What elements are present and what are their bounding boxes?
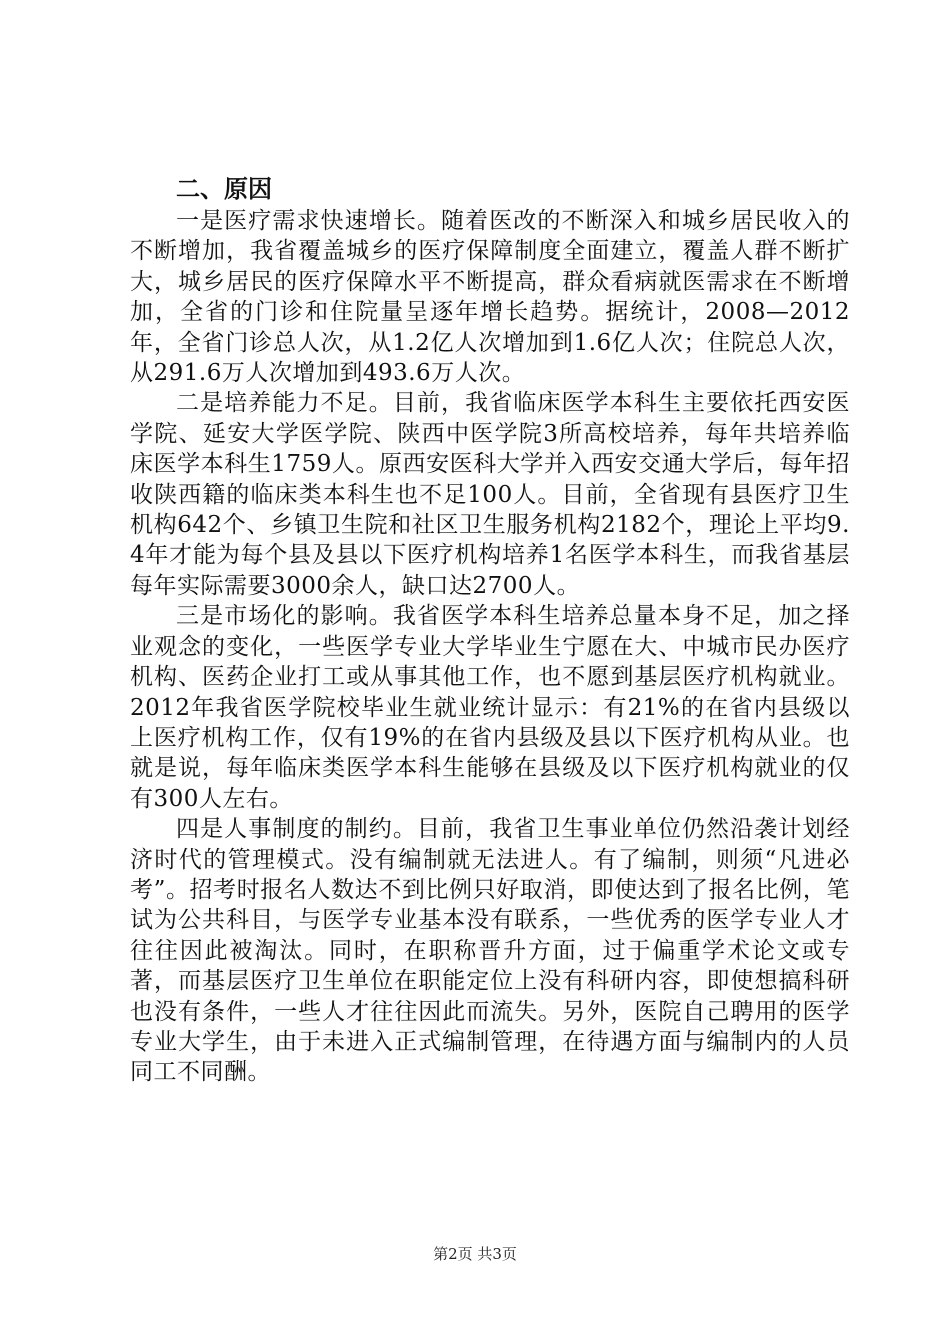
- paragraph-market-influence: 三是市场化的影响。我省医学本科生培养总量本身不足，加之择业观念的变化，一些医学专业大学毕业生宁愿在大、中城市民办医疗机构、医药企业打工或从事其他工作，也不愿到基层医疗机构就业。2012年我省医学院校毕业生就业统计显示：有21%的在省内县级以上医疗机构工作，仅有19%的在省内县级及县以下医疗机构从业。也就是说，每年临床类医学本科生能够在县级及以下医疗机构就业的仅有300人左右。: [130, 603, 850, 812]
- page-footer: 第2页 共3页: [433, 1245, 517, 1263]
- document-body: [130, 172, 850, 1088]
- paragraph-demand-growth: 一是医疗需求快速增长。随着医改的不断深入和城乡居民收入的不断增加，我省覆盖城乡的医疗保障制度全面建立，覆盖人群不断扩大，城乡居民的医疗保障水平不断提高，群众看病就医需求在不断增加，全省的门诊和住院量呈逐年增长趋势。据统计，2008—2012年，全省门诊总人次，从1.2亿人次增加到1.6亿人次；住院总人次，从291.6万人次增加到493.6万人次。: [130, 208, 850, 387]
- paragraph-training-capacity: 二是培养能力不足。目前，我省临床医学本科生主要依托西安医学院、延安大学医学院、陕西中医学院3所高校培养，每年共培养临床医学本科生1759人。原西安医科大学并入西安交通大学后，每年招收陕西籍的临床类本科生也不足100人。目前，全省现有县医疗卫生机构642个、乡镇卫生院和社区卫生服务机构2182个，理论上平均9.4年才能为每个县及县以下医疗机构培养1名医学本科生，而我省基层每年实际需要3000余人，缺口达2700人。: [130, 390, 850, 599]
- paragraph-personnel-system: 四是人事制度的制约。目前，我省卫生事业单位仍然沿袭计划经济时代的管理模式。没有编制就无法进人。有了编制，则须“凡进必考”。招考时报名人数达不到比例只好取消，即使达到了报名比例，笔试为公共科目，与医学专业基本没有联系，一些优秀的医学专业人才往往因此被淘汰。同时，在职称晋升方面，过于偏重学术论文或专著，而基层医疗卫生单位在职能定位上没有科研内容，即使想搞科研也没有条件，一些人才往往因此而流失。另外，医院自己聘用的医学专业大学生，由于未进入正式编制管理，在待遇方面与编制内的人员同工不同酬。: [130, 816, 850, 1086]
- section-heading: 二、原因: [176, 174, 272, 203]
